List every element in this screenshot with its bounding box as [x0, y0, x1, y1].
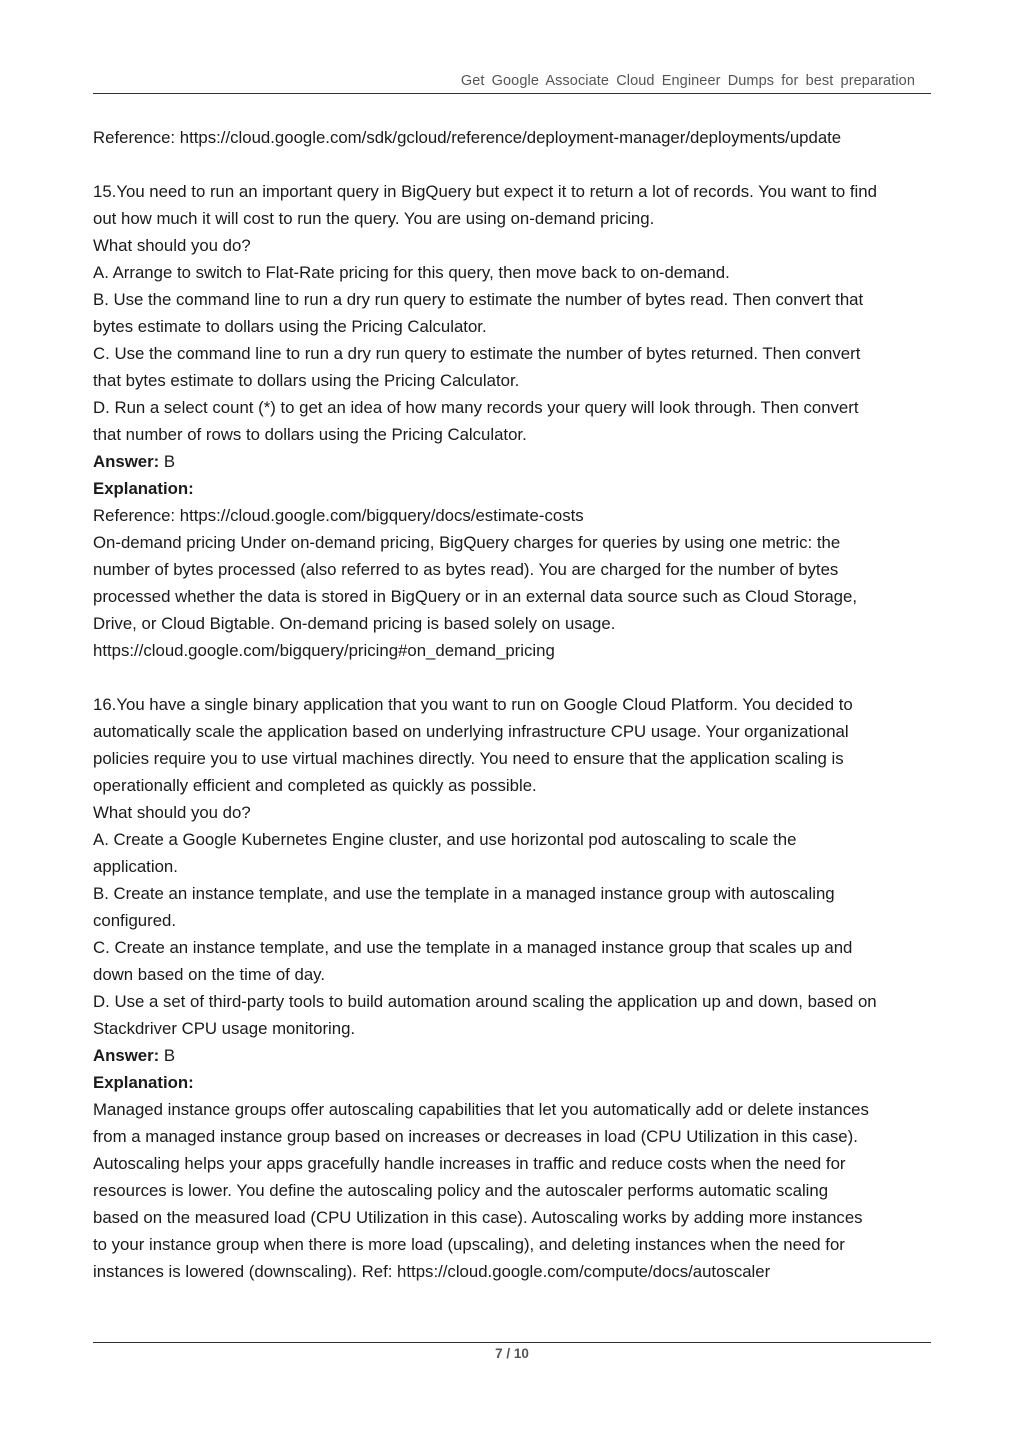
question-16-explanation: based on the measured load (CPU Utilization in this case). Autoscaling works by adding more instances	[93, 1208, 863, 1227]
question-15-prompt: What should you do?	[93, 236, 251, 255]
answer-value: B	[159, 452, 176, 471]
question-15-option-b: bytes estimate to dollars using the Pricing Calculator.	[93, 317, 487, 336]
explanation-label: Explanation:	[93, 1073, 194, 1092]
question-15-option-d: D. Run a select count (*) to get an idea of how many records your query will look through. Then convert	[93, 398, 859, 417]
question-16-text: 16.You have a single binary application that you want to run on Google Cloud Platform. You decided to	[93, 695, 853, 714]
question-16-option-b: configured.	[93, 911, 177, 930]
question-15-text: 15.You need to run an important query in BigQuery but expect it to return a lot of records. You want to find	[93, 182, 877, 201]
paragraph-gap	[93, 664, 938, 691]
question-16-option-d: D. Use a set of third-party tools to build automation around scaling the application up and down, based on	[93, 992, 877, 1011]
reference-line: Reference: https://cloud.google.com/sdk/gcloud/reference/deployment-manager/deployments/update	[93, 128, 842, 147]
question-16-prompt: What should you do?	[93, 803, 251, 822]
question-16-text: policies require you to use virtual machines directly. You need to ensure that the application scaling is	[93, 749, 844, 768]
question-15-option-d: that number of rows to dollars using the Pricing Calculator.	[93, 425, 527, 444]
answer-label: Answer:	[93, 1046, 160, 1065]
question-16-option-d: Stackdriver CPU usage monitoring.	[93, 1019, 356, 1038]
question-15-option-c: that bytes estimate to dollars using the Pricing Calculator.	[93, 371, 520, 390]
question-16-text: operationally efficient and completed as quickly as possible.	[93, 776, 537, 795]
question-16-explanation: resources is lower. You define the autoscaling policy and the autoscaler performs automatic scaling	[93, 1181, 829, 1200]
document-body	[93, 124, 938, 1285]
paragraph-gap	[93, 151, 938, 178]
question-16-option-a: application.	[93, 857, 178, 876]
question-15-explanation: Reference: https://cloud.google.com/bigquery/docs/estimate-costs	[93, 506, 584, 525]
question-16-explanation: from a managed instance group based on increases or decreases in load (CPU Utilization in this case).	[93, 1127, 858, 1146]
page-header-title: Get Google Associate Cloud Engineer Dumps for best preparation	[460, 73, 915, 89]
footer-rule	[93, 1342, 931, 1343]
answer-label: Answer:	[93, 452, 160, 471]
question-15-explanation: Drive, or Cloud Bigtable. On-demand pricing is based solely on usage.	[93, 614, 616, 633]
question-15-option-c: C. Use the command line to run a dry run query to estimate the number of bytes returned. Then convert	[93, 344, 861, 363]
header-rule	[93, 93, 931, 94]
question-16-answer	[93, 1042, 938, 1069]
question-15-explanation: processed whether the data is stored in BigQuery or in an external data source such as Cloud Storage,	[93, 587, 857, 606]
question-16-option-a: A. Create a Google Kubernetes Engine cluster, and use horizontal pod autoscaling to scale the	[93, 830, 797, 849]
question-16-explanation: Autoscaling helps your apps gracefully handle increases in traffic and reduce costs when the need for	[93, 1154, 846, 1173]
explanation-label: Explanation:	[93, 479, 194, 498]
question-15-option-a: A. Arrange to switch to Flat-Rate pricing for this query, then move back to on-demand.	[93, 263, 730, 282]
question-16-text: automatically scale the application based on underlying infrastructure CPU usage. Your organizational	[93, 722, 849, 741]
question-16-option-b: B. Create an instance template, and use the template in a managed instance group with autoscaling	[93, 884, 835, 903]
question-15-explanation: On-demand pricing Under on-demand pricing, BigQuery charges for queries by using one metric: the	[93, 533, 841, 552]
answer-value: B	[159, 1046, 176, 1065]
question-16-explanation: instances is lowered (downscaling). Ref: https://cloud.google.com/compute/docs/autoscaler	[93, 1262, 771, 1281]
question-16-option-c: C. Create an instance template, and use the template in a managed instance group that scales up and	[93, 938, 853, 957]
question-15-text: out how much it will cost to run the query. You are using on-demand pricing.	[93, 209, 655, 228]
question-15-explanation: number of bytes processed (also referred to as bytes read). You are charged for the number of bytes	[93, 560, 839, 579]
page-number: 7 / 10	[495, 1346, 529, 1361]
question-15-answer	[93, 448, 938, 475]
question-16-option-c: down based on the time of day.	[93, 965, 325, 984]
question-15-explanation: https://cloud.google.com/bigquery/pricing#on_demand_pricing	[93, 641, 555, 660]
question-15-option-b: B. Use the command line to run a dry run query to estimate the number of bytes read. Then convert that	[93, 290, 864, 309]
question-16-explanation: to your instance group when there is more load (upscaling), and deleting instances when the need for	[93, 1235, 845, 1254]
question-16-explanation: Managed instance groups offer autoscaling capabilities that let you automatically add or delete instances	[93, 1100, 869, 1119]
